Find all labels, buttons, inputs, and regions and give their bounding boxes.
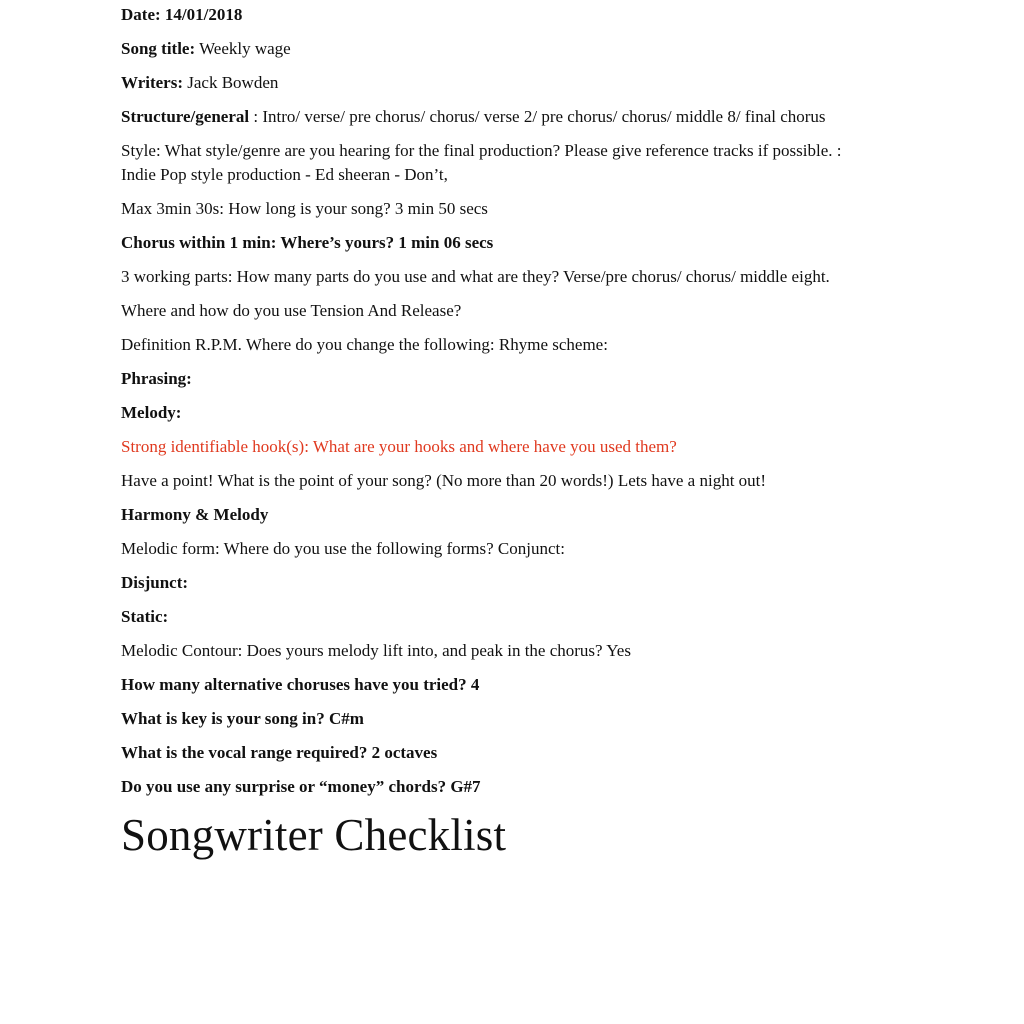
vocal-range-line: What is the vocal range required? 2 octaves (121, 743, 438, 762)
alt-choruses-line: How many alternative choruses have you tried? 4 (121, 675, 480, 694)
tension-release-line: Where and how do you use Tension And Release? (121, 301, 462, 320)
writers-line (121, 71, 921, 95)
harmony-melody-heading: Harmony & Melody (121, 505, 269, 524)
structure-line (121, 105, 921, 129)
working-parts-line: 3 working parts: How many parts do you use and what are they? Verse/pre chorus/ chorus/ middle eight. (121, 267, 830, 286)
money-chords-line: Do you use any surprise or “money” chords? G#7 (121, 777, 481, 796)
checklist-body (121, 3, 921, 861)
style-line (121, 139, 921, 187)
structure-label: Structure/general (121, 107, 250, 126)
melody-line: Melody: (121, 403, 182, 422)
style-question: Style: What style/genre are you hearing for the final production? Please give reference tracks if possible. : (121, 141, 842, 160)
rpm-definition-line: Definition R.P.M. Where do you change the following: Rhyme scheme: (121, 335, 608, 354)
max-length-line: Max 3min 30s: How long is your song? 3 min 50 secs (121, 199, 488, 218)
chorus-within-line: Chorus within 1 min: Where’s yours? 1 min 06 secs (121, 233, 494, 252)
point-line: Have a point! What is the point of your song? (No more than 20 words!) Lets have a night out! (121, 471, 767, 490)
phrasing-line: Phrasing: (121, 369, 192, 388)
writers-label: Writers: (121, 73, 183, 92)
document-title: Songwriter Checklist (121, 810, 507, 860)
melodic-form-line: Melodic form: Where do you use the following forms? Conjunct: (121, 539, 565, 558)
song-title-line (121, 37, 921, 61)
hooks-line: Strong identifiable hook(s): What are your hooks and where have you used them? (121, 437, 677, 456)
song-title-label: Song title: (121, 39, 196, 58)
static-line: Static: (121, 607, 169, 626)
writers-value: Jack Bowden (183, 73, 279, 92)
date-line: Date: 14/01/2018 (121, 5, 243, 24)
disjunct-line: Disjunct: (121, 573, 189, 592)
key-line: What is key is your song in? C#m (121, 709, 364, 728)
style-answer: Indie Pop style production - Ed sheeran - Don’t, (121, 165, 448, 184)
structure-value: : Intro/ verse/ pre chorus/ chorus/ verse 2/ pre chorus/ chorus/ middle 8/ final chorus (249, 107, 826, 126)
melodic-contour-line: Melodic Contour: Does yours melody lift into, and peak in the chorus? Yes (121, 641, 631, 660)
song-title-value: Weekly wage (195, 39, 291, 58)
